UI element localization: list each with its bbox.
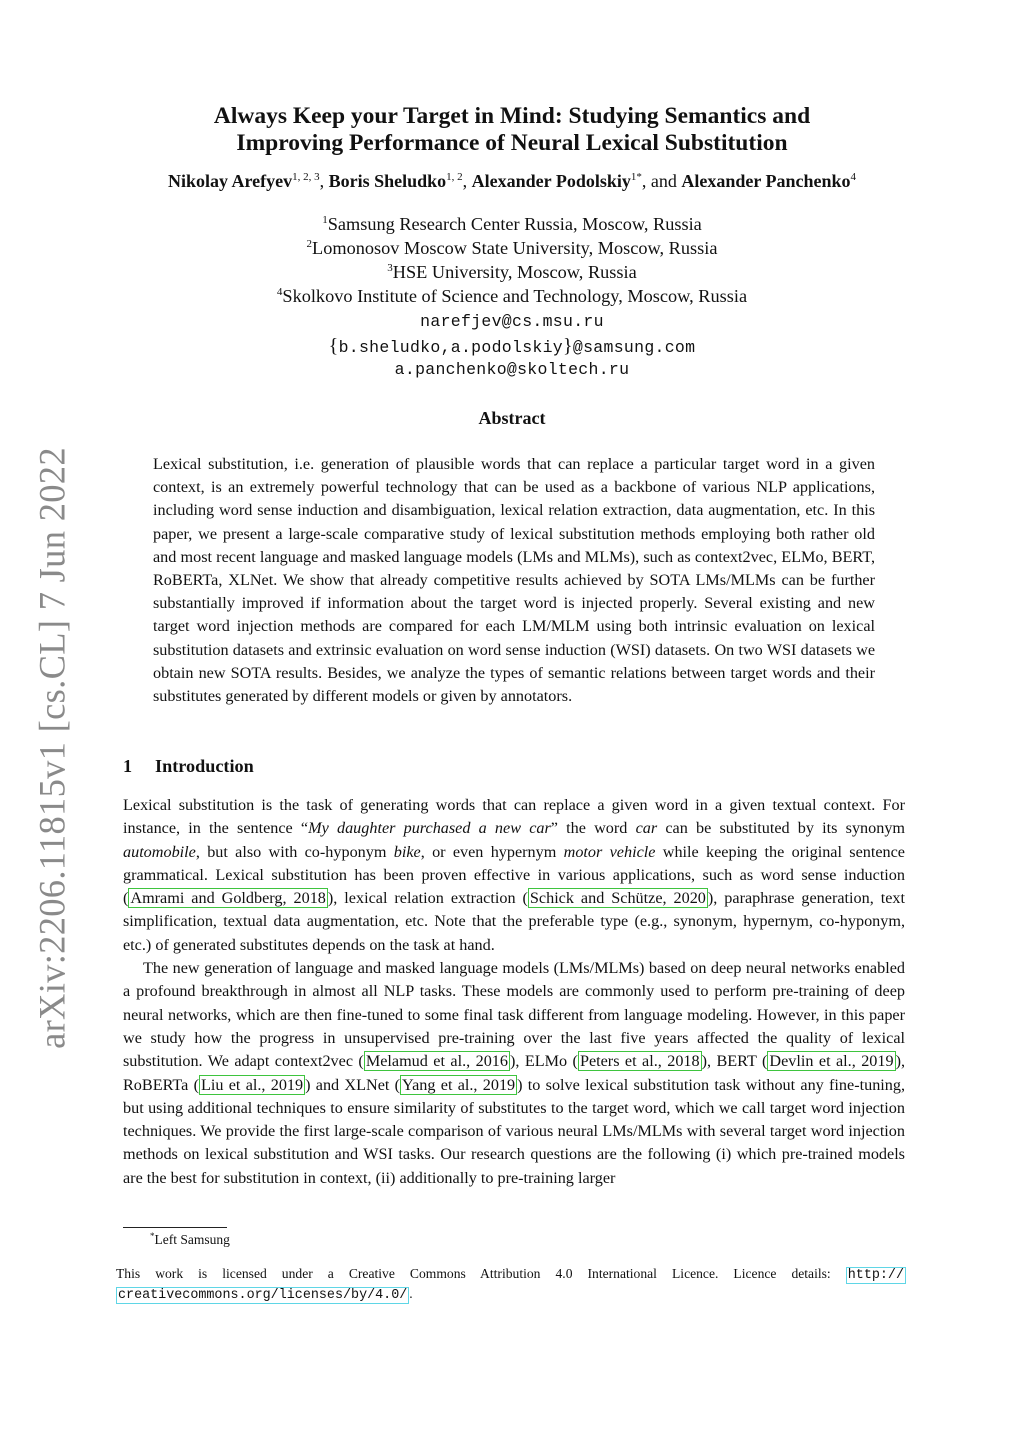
footnote-rule: [123, 1227, 227, 1228]
affiliation: $^4$Skolkovo Institute of Science and Technology, Moscow, Russia: [276, 286, 748, 306]
affiliation: $^1$Samsung Research Center Russia, Moscow, Russia: [322, 214, 702, 234]
arxiv-identifier: arXiv:2206.11815v1 [cs.CL] 7 Jun 2022: [31, 447, 73, 1049]
citation-link[interactable]: Devlin et al., 2019: [769, 1052, 894, 1071]
citation-link[interactable]: Amrami and Goldberg, 2018: [130, 889, 326, 908]
author-name: Alexander Panchenko: [681, 171, 851, 191]
body-text: [123, 794, 905, 1190]
title-line-2: Improving Performance of Neural Lexical Substitution: [236, 130, 788, 156]
author-list: Nikolay Arefyev$^{1, 2, 3}$, Boris Sheludko$^{1, 2}$, Alexander Podolskiy$^{1*}$, and Alexander Panchenko$^4$: [167, 171, 857, 191]
author-affil-mark: 4: [850, 171, 857, 183]
section-number: 1: [123, 756, 133, 776]
licence-notice: This work is licensed under a Creative Commons Attribution 4.0 International Licence. Licence details: http:// creativecommons.org/licenses/by/4.0/ .: [116, 1266, 904, 1303]
email-address[interactable]: {b.sheludko,a.podolskiy}@samsung.com: [328, 335, 696, 357]
citation-link[interactable]: Yang et al., 2019: [402, 1075, 516, 1094]
citation-link[interactable]: Peters et al., 2018: [579, 1052, 700, 1071]
author-affil-mark: 1, 2, 3: [292, 171, 320, 183]
author-name: Boris Sheludko: [328, 171, 447, 191]
paragraph: The new generation of language and masked language models (LMs/MLMs) based on deep neural networks enabled a profound breakthrough in almost all NLP tasks. These models are commonly used to perform pre-training of deep neural networks, which are then fine-tuned to some final task different from language modeling. However, in this paper we study how the progress in unsupervised pre-training over the last five years affected the quality of lexical substitution. We adapt context2vec ( Melamud et al., 2016 ), ELMo ( Peters et al., 2018 ), BERT ( Devlin et al., 2019 ), RoBERTa ( Liu et al., 2019 ) and XLNet ( Yang et al., 2019 ) to solve lexical substitution task without any fine-tuning, but using additional techniques to ensure similarity of substitutes to the target word, which we call target word injection techniques. We provide the first large-scale comparison of various neural LMs/MLMs with several target word injection methods on lexical substitution and WSI tasks. Our research questions are the following (i) which pre-trained models are the best for substitution in context, (ii) additionally to pre-training larger: [123, 959, 906, 1187]
citation-link[interactable]: Melamud et al., 2016: [365, 1052, 508, 1071]
citation-link[interactable]: Schick and Schütze, 2020: [529, 889, 706, 908]
paragraph: Lexical substitution is the task of generating words that can replace a given word in a given textual context. For instance, in the sentence “My daughter purchased a new car” the word car can be substituted by its synonym automobile, but also with co-hyponym bike, or even hypernym motor vehicle while keeping the original sentence grammatical. Lexical substitution has been proven effective in various applications, such as word sense induction ( Amrami and Goldberg, 2018 ), lexical relation extraction ( Schick and Schütze, 2020 ), paraphrase generation, text simplification, textual data augmentation, etc. Note that the preferable type (e.g., synonym, hypernym, co-hyponym, etc.) of generated substitutes depends on the task at hand.: [123, 796, 906, 954]
affiliation: $^3$HSE University, Moscow, Russia: [387, 262, 637, 282]
author-and: and: [650, 171, 677, 191]
paper-title: [0, 103, 1024, 157]
author-affil-mark: 1, 2: [446, 171, 463, 183]
section-heading: [123, 756, 254, 777]
abstract-heading: Abstract: [478, 408, 546, 428]
title-line-1: Always Keep your Target in Mind: Studying Semantics and: [213, 103, 811, 129]
author-name: Alexander Podolskiy: [471, 171, 631, 191]
licence-url-link[interactable]: http://: [847, 1268, 904, 1283]
email-address[interactable]: narefjev@cs.msu.ru: [420, 312, 604, 331]
footnote: *Left Samsung: [150, 1231, 230, 1247]
author-name: Nikolay Arefyev: [167, 171, 293, 191]
email-address[interactable]: a.panchenko@skoltech.ru: [394, 360, 630, 379]
citation-link[interactable]: Liu et al., 2019: [201, 1075, 304, 1094]
section-title: Introduction: [155, 756, 254, 776]
abstract-text: Lexical substitution, i.e. generation of plausible words that can replace a particular target word in a given context, is an extremely powerful technology that can be used as a backbone of various NLP applications, including word sense induction and disambiguation, lexical relation extraction, data augmentation, etc. In this paper, we present a large-scale comparative study of lexical substitution methods employing both rather old and most recent language and masked language models (LMs and MLMs), such as context2vec, ELMo, BERT, RoBERTa, XLNet. We show that already competitive results achieved by SOTA LMs/MLMs can be further substantially improved if information about the target word is injected properly. Several existing and new target word injection methods are compared for each LM/MLM using both intrinsic evaluation on lexical substitution datasets and extrinsic evaluation on word sense induction (WSI) datasets. On two WSI datasets we obtain new SOTA results. Besides, we analyze the types of semantic relations between target words and their substitutes generated by different models or given by annotators.: [153, 455, 875, 706]
affiliation: $^2$Lomonosov Moscow State University, Moscow, Russia: [306, 238, 718, 258]
author-affil-mark: 1*: [630, 171, 642, 183]
licence-url-link[interactable]: creativecommons.org/licenses/by/4.0/: [118, 1288, 408, 1303]
